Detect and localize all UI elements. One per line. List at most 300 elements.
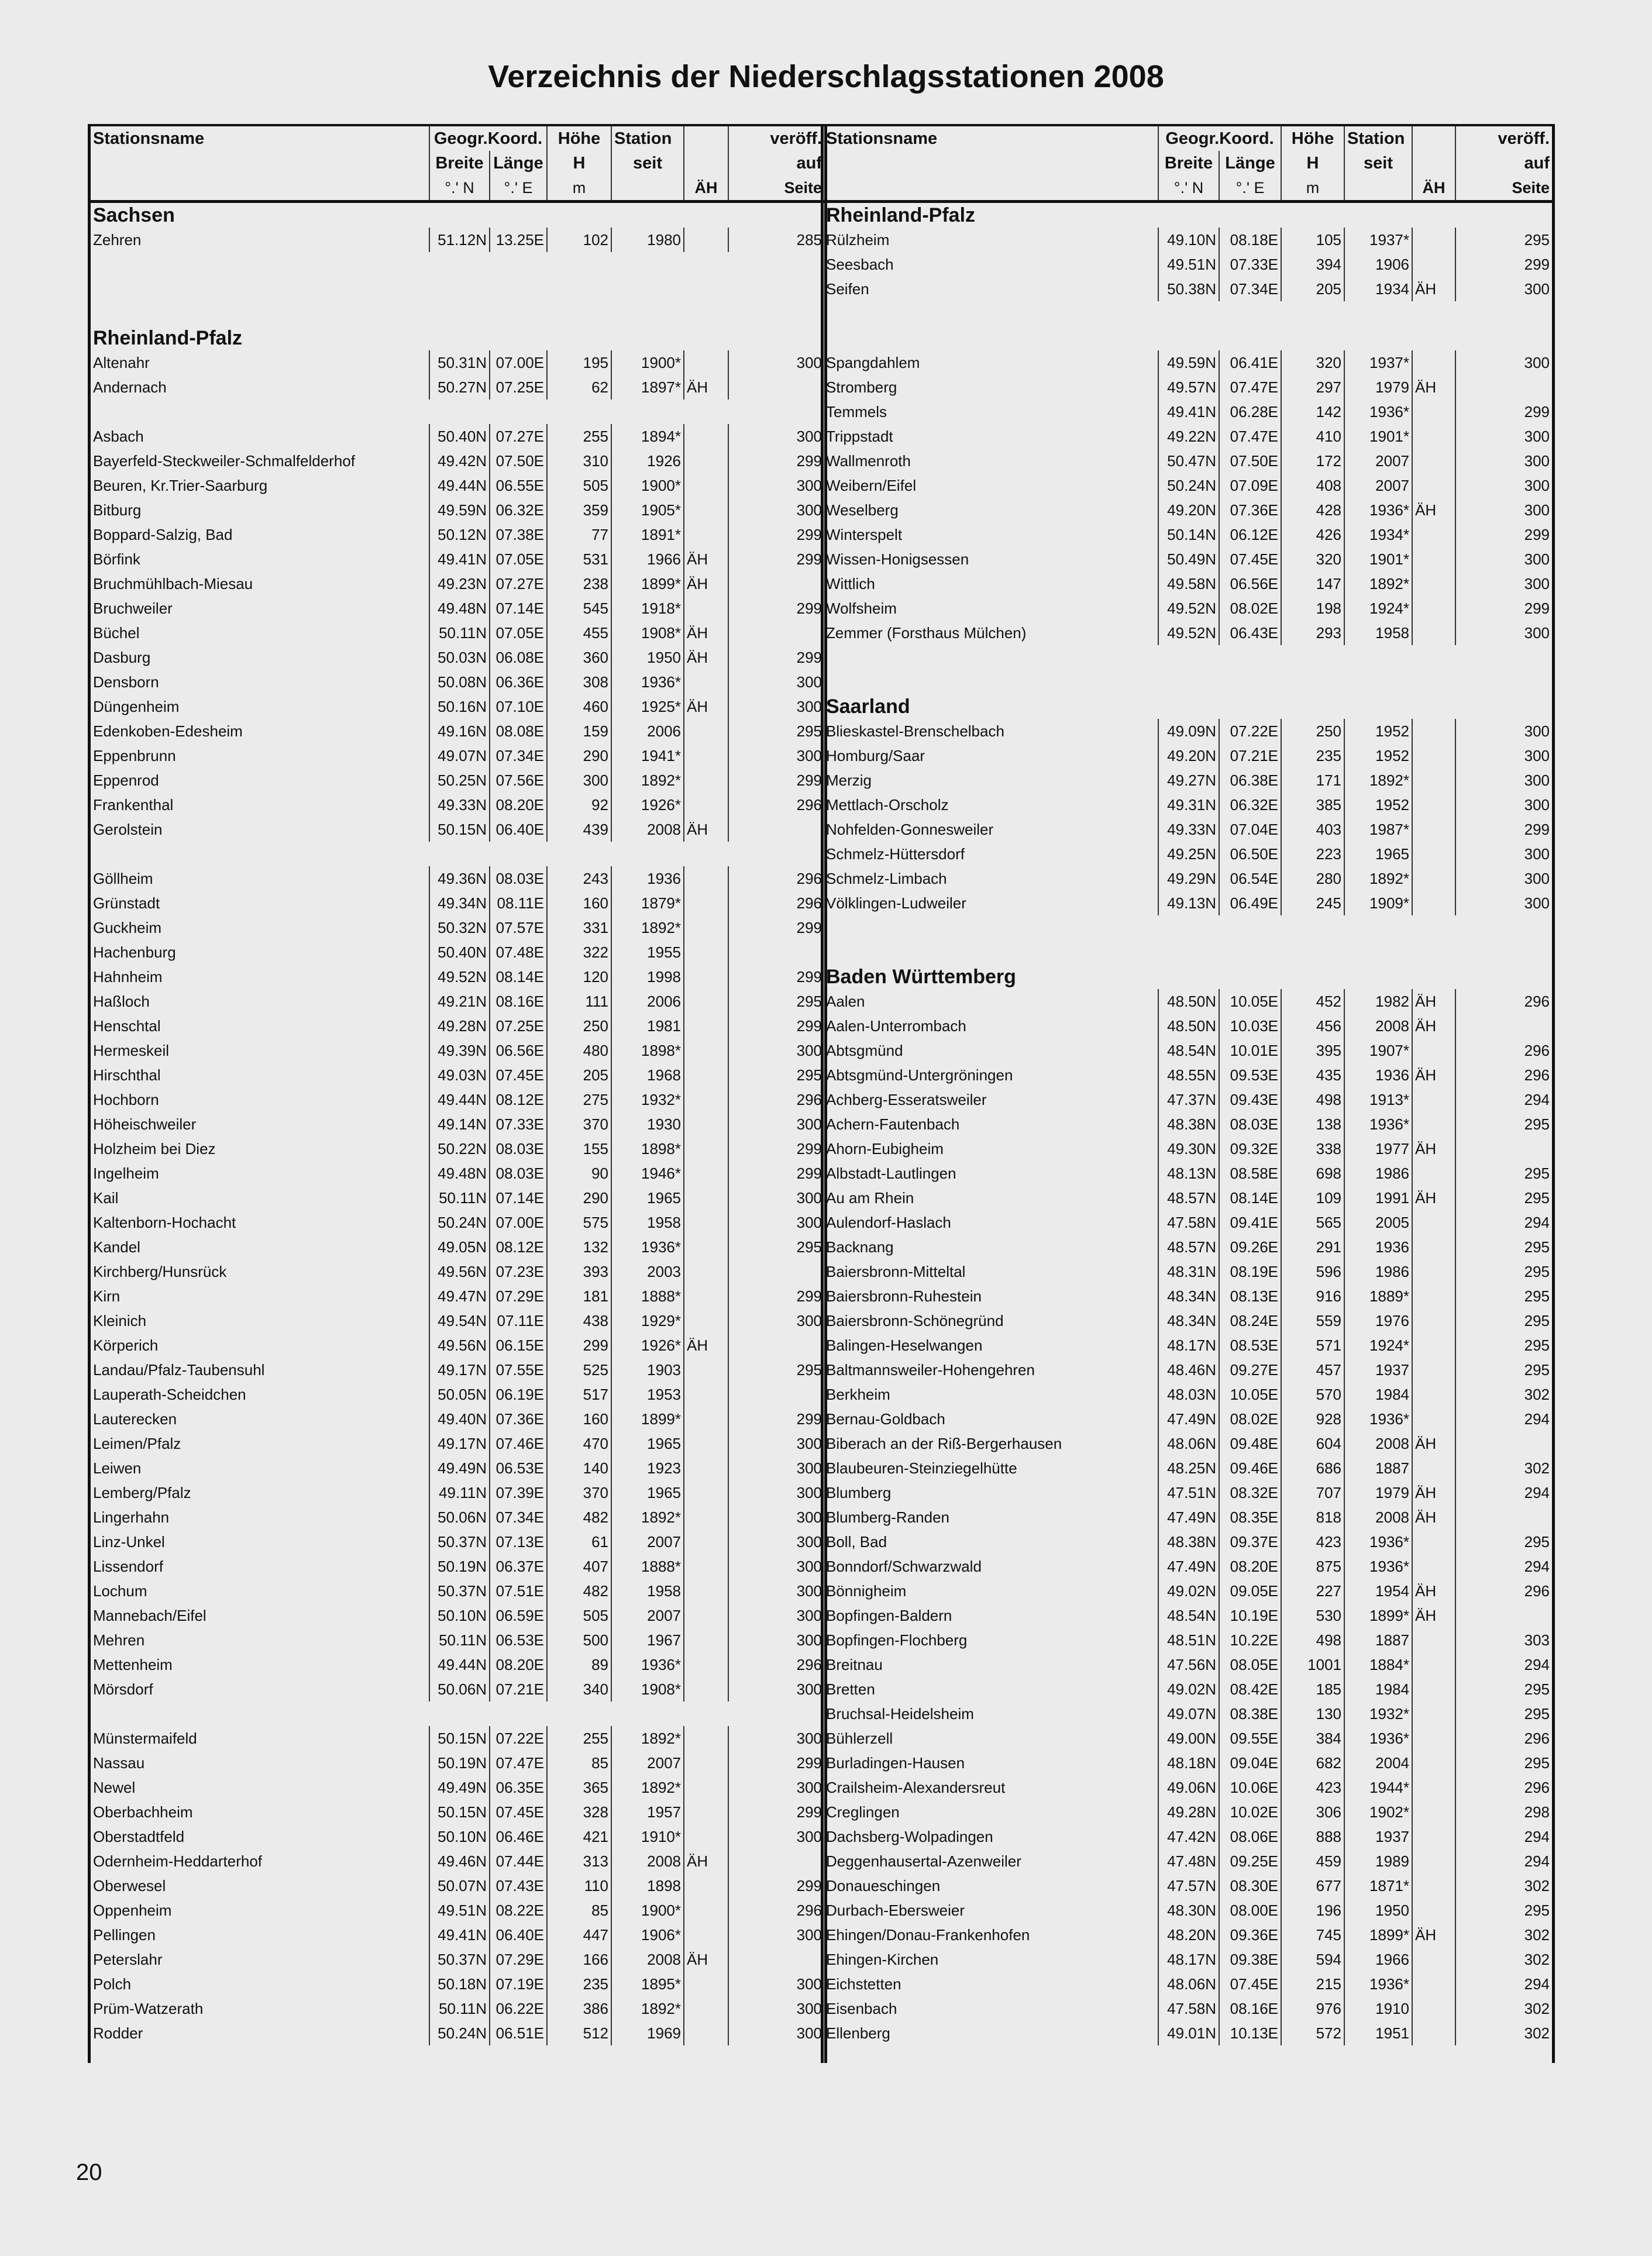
change-marker xyxy=(684,1087,728,1112)
latitude: 50.40N xyxy=(429,940,490,965)
change-marker xyxy=(684,1063,728,1087)
elevation: 205 xyxy=(1281,277,1344,301)
publication-page: 299 xyxy=(728,522,824,547)
table-row xyxy=(824,1849,1552,1873)
section-heading-row xyxy=(91,202,824,228)
elevation: 457 xyxy=(1281,1358,1344,1382)
header-unit-m: m xyxy=(1281,175,1344,202)
station-name: Wittlich xyxy=(826,575,875,593)
publication-page: 300 xyxy=(728,1480,824,1505)
table-row xyxy=(91,1603,824,1628)
longitude: 09.41E xyxy=(1219,1210,1281,1235)
since-year: 1892* xyxy=(611,1775,684,1800)
since-year: 1900* xyxy=(611,350,684,375)
latitude: 50.24N xyxy=(429,1210,490,1235)
since-year: 1934* xyxy=(1344,522,1412,547)
longitude: 10.05E xyxy=(1219,989,1281,1014)
station-name: Wallmenroth xyxy=(826,452,911,470)
latitude: 49.54N xyxy=(429,1308,490,1333)
since-year: 1888* xyxy=(611,1554,684,1579)
station-name: Mehren xyxy=(93,1631,145,1649)
change-marker xyxy=(684,1603,728,1628)
latitude: 47.49N xyxy=(1158,1554,1219,1579)
latitude: 50.06N xyxy=(429,1677,490,1702)
longitude: 06.56E xyxy=(490,1038,547,1063)
elevation: 255 xyxy=(547,1726,611,1751)
station-name: Hirschthal xyxy=(93,1066,161,1084)
latitude: 49.47N xyxy=(429,1284,490,1308)
table-row xyxy=(824,1186,1552,1210)
change-marker xyxy=(1412,1161,1455,1186)
station-name: Ingelheim xyxy=(93,1165,159,1182)
table-row xyxy=(91,1849,824,1873)
elevation: 365 xyxy=(547,1775,611,1800)
longitude: 08.18E xyxy=(1219,228,1281,252)
publication-page: 303 xyxy=(1455,1628,1552,1652)
since-year: 2008 xyxy=(611,817,684,842)
elevation: 90 xyxy=(547,1161,611,1186)
latitude: 49.49N xyxy=(429,1456,490,1480)
table-row xyxy=(824,1087,1552,1112)
since-year: 1905* xyxy=(611,498,684,522)
longitude: 07.25E xyxy=(490,1014,547,1038)
table-row xyxy=(91,1308,824,1333)
station-name: Durbach-Ebersweier xyxy=(826,1902,965,1919)
change-marker: ÄH xyxy=(684,621,728,645)
station-name: Bonndorf/Schwarzwald xyxy=(826,1558,982,1575)
latitude: 47.57N xyxy=(1158,1873,1219,1898)
publication-page: 285 xyxy=(728,228,824,252)
elevation: 155 xyxy=(547,1136,611,1161)
longitude: 06.59E xyxy=(490,1603,547,1628)
change-marker xyxy=(1412,1407,1455,1431)
since-year: 1937 xyxy=(1344,1824,1412,1849)
elevation: 439 xyxy=(547,817,611,842)
elevation: 370 xyxy=(547,1112,611,1136)
since-year: 1897* xyxy=(611,375,684,399)
header-breite: Breite xyxy=(1158,151,1219,175)
since-year: 1892* xyxy=(611,1996,684,2021)
elevation: 105 xyxy=(1281,228,1344,252)
elevation: 223 xyxy=(1281,842,1344,866)
publication-page: 294 xyxy=(1455,1480,1552,1505)
change-marker xyxy=(684,965,728,989)
station-name: Aulendorf-Haslach xyxy=(826,1214,951,1231)
station-name: Mörsdorf xyxy=(93,1680,153,1698)
since-year: 1941* xyxy=(611,743,684,768)
longitude: 10.02E xyxy=(1219,1800,1281,1824)
longitude: 07.14E xyxy=(490,1186,547,1210)
table-row xyxy=(91,522,824,547)
longitude: 06.51E xyxy=(490,2021,547,2045)
publication-page: 295 xyxy=(1455,1677,1552,1702)
longitude: 07.51E xyxy=(490,1579,547,1603)
change-marker xyxy=(684,1210,728,1235)
table-row xyxy=(824,1554,1552,1579)
since-year: 1871* xyxy=(1344,1873,1412,1898)
latitude: 49.16N xyxy=(429,719,490,743)
latitude: 49.36N xyxy=(429,866,490,891)
station-name: Bayerfeld-Steckweiler-Schmalfelderhof xyxy=(93,452,355,470)
elevation: 686 xyxy=(1281,1456,1344,1480)
change-marker xyxy=(684,1530,728,1554)
longitude: 07.05E xyxy=(490,547,547,571)
latitude: 50.49N xyxy=(1158,547,1219,571)
since-year: 1892* xyxy=(611,915,684,940)
table-row xyxy=(91,1161,824,1186)
change-marker: ÄH xyxy=(684,1947,728,1972)
spacer-cell xyxy=(824,301,1552,326)
since-year: 2007 xyxy=(611,1751,684,1775)
change-marker xyxy=(1412,1849,1455,1873)
table-row xyxy=(824,1038,1552,1063)
table-row xyxy=(91,1726,824,1751)
since-year: 1967 xyxy=(611,1628,684,1652)
elevation: 205 xyxy=(547,1063,611,1087)
latitude: 48.25N xyxy=(1158,1456,1219,1480)
longitude: 09.37E xyxy=(1219,1530,1281,1554)
change-marker: ÄH xyxy=(684,645,728,670)
change-marker xyxy=(1412,1358,1455,1382)
change-marker xyxy=(1412,596,1455,621)
table-row xyxy=(91,965,824,989)
publication-page: 296 xyxy=(1455,1038,1552,1063)
longitude: 06.19E xyxy=(490,1382,547,1407)
since-year: 2008 xyxy=(611,1849,684,1873)
change-marker xyxy=(1412,1554,1455,1579)
longitude: 06.41E xyxy=(1219,350,1281,375)
station-name: Creglingen xyxy=(826,1803,900,1821)
elevation: 565 xyxy=(1281,1210,1344,1235)
elevation: 455 xyxy=(547,621,611,645)
change-marker xyxy=(684,1259,728,1284)
change-marker xyxy=(1412,1284,1455,1308)
since-year: 2003 xyxy=(611,1259,684,1284)
latitude: 50.16N xyxy=(429,694,490,719)
station-name: Balingen-Heselwangen xyxy=(826,1337,983,1354)
since-year: 1936* xyxy=(1344,399,1412,424)
since-year: 1955 xyxy=(611,940,684,965)
longitude: 07.09E xyxy=(1219,473,1281,498)
longitude: 07.23E xyxy=(490,1259,547,1284)
since-year: 1924* xyxy=(1344,596,1412,621)
change-marker xyxy=(684,596,728,621)
table-row xyxy=(824,1898,1552,1923)
station-name: Spangdahlem xyxy=(826,354,920,371)
longitude: 07.00E xyxy=(490,350,547,375)
table-row xyxy=(91,1333,824,1358)
table-row xyxy=(91,1235,824,1259)
elevation: 386 xyxy=(547,1996,611,2021)
latitude: 49.44N xyxy=(429,1087,490,1112)
longitude: 08.02E xyxy=(1219,1407,1281,1431)
since-year: 1937* xyxy=(1344,228,1412,252)
station-name: Achberg-Esseratsweiler xyxy=(826,1091,987,1108)
change-marker xyxy=(1412,1456,1455,1480)
longitude: 08.24E xyxy=(1219,1308,1281,1333)
change-marker xyxy=(684,350,728,375)
latitude: 50.11N xyxy=(429,1628,490,1652)
publication-page: 296 xyxy=(1455,1775,1552,1800)
publication-page: 299 xyxy=(728,1161,824,1186)
latitude: 47.56N xyxy=(1158,1652,1219,1677)
longitude: 07.45E xyxy=(1219,1972,1281,1996)
station-name: Breitnau xyxy=(826,1656,883,1673)
publication-page: 294 xyxy=(1455,1087,1552,1112)
publication-page: 300 xyxy=(728,2021,824,2045)
elevation: 385 xyxy=(1281,793,1344,817)
change-marker xyxy=(684,1186,728,1210)
change-marker xyxy=(684,891,728,915)
since-year: 1906 xyxy=(1344,252,1412,277)
latitude: 48.17N xyxy=(1158,1947,1219,1972)
elevation: 530 xyxy=(1281,1603,1344,1628)
table-row xyxy=(91,1087,824,1112)
table-row xyxy=(91,1014,824,1038)
table-row xyxy=(824,1603,1552,1628)
table-row xyxy=(91,1898,824,1923)
longitude: 07.34E xyxy=(1219,277,1281,301)
change-marker xyxy=(1412,719,1455,743)
elevation: 1001 xyxy=(1281,1652,1344,1677)
since-year: 2007 xyxy=(1344,473,1412,498)
latitude: 50.03N xyxy=(429,645,490,670)
latitude: 49.25N xyxy=(1158,842,1219,866)
station-name: Blaubeuren-Steinziegelhütte xyxy=(826,1459,1017,1477)
longitude: 08.32E xyxy=(1219,1480,1281,1505)
publication-page: 300 xyxy=(728,498,824,522)
station-name: Baiersbronn-Schönegründ xyxy=(826,1312,1004,1330)
latitude: 48.46N xyxy=(1158,1358,1219,1382)
station-name: Boppard-Salzig, Bad xyxy=(93,526,233,543)
change-marker xyxy=(1412,1898,1455,1923)
latitude: 49.28N xyxy=(1158,1800,1219,1824)
elevation: 480 xyxy=(547,1038,611,1063)
table-row xyxy=(91,621,824,645)
station-name: Deggenhausertal-Azenweiler xyxy=(826,1852,1021,1870)
publication-page: 302 xyxy=(1455,1382,1552,1407)
station-name: Merzig xyxy=(826,771,872,789)
station-name: Oppenheim xyxy=(93,1902,172,1919)
latitude: 50.10N xyxy=(429,1824,490,1849)
longitude: 09.25E xyxy=(1219,1849,1281,1873)
elevation: 594 xyxy=(1281,1947,1344,1972)
change-marker xyxy=(684,1136,728,1161)
since-year: 1987* xyxy=(1344,817,1412,842)
table-row xyxy=(824,449,1552,473)
left-station-table xyxy=(88,124,827,2063)
spacer-cell xyxy=(91,301,824,326)
table-row xyxy=(824,1996,1552,2021)
since-year: 1957 xyxy=(611,1800,684,1824)
latitude: 50.19N xyxy=(429,1554,490,1579)
left-table-body xyxy=(91,202,824,2046)
since-year: 1954 xyxy=(1344,1579,1412,1603)
since-year: 1918* xyxy=(611,596,684,621)
longitude: 07.47E xyxy=(1219,375,1281,399)
elevation: 85 xyxy=(547,1898,611,1923)
table-row xyxy=(824,596,1552,621)
latitude: 49.40N xyxy=(429,1407,490,1431)
publication-page: 300 xyxy=(1455,498,1552,522)
since-year: 1936 xyxy=(1344,1235,1412,1259)
latitude: 49.49N xyxy=(429,1775,490,1800)
table-row xyxy=(824,866,1552,891)
since-year: 1884* xyxy=(1344,1652,1412,1677)
elevation: 275 xyxy=(547,1087,611,1112)
publication-page: 295 xyxy=(1455,228,1552,252)
right-station-table xyxy=(821,124,1555,2063)
header-h: H xyxy=(547,151,611,175)
publication-page: 300 xyxy=(1455,277,1552,301)
change-marker xyxy=(684,1038,728,1063)
elevation: 447 xyxy=(547,1923,611,1947)
station-name: Crailsheim-Alexandersreut xyxy=(826,1779,1006,1796)
header-auf: auf xyxy=(1455,151,1552,175)
publication-page: 299 xyxy=(728,1407,824,1431)
since-year: 2007 xyxy=(1344,449,1412,473)
change-marker xyxy=(1412,1628,1455,1652)
publication-page: 299 xyxy=(1455,522,1552,547)
since-year: 1899* xyxy=(611,571,684,596)
change-marker xyxy=(1412,1210,1455,1235)
change-marker: ÄH xyxy=(1412,1186,1455,1210)
latitude: 49.56N xyxy=(429,1333,490,1358)
station-name: Kirn xyxy=(93,1287,121,1305)
latitude: 49.58N xyxy=(1158,571,1219,596)
change-marker: ÄH xyxy=(684,1333,728,1358)
publication-page: 300 xyxy=(728,1628,824,1652)
header-h: H xyxy=(1281,151,1344,175)
table-row xyxy=(91,1186,824,1210)
latitude: 50.12N xyxy=(429,522,490,547)
elevation: 250 xyxy=(547,1014,611,1038)
since-year: 1936* xyxy=(611,670,684,694)
station-name: Düngenheim xyxy=(93,698,180,715)
longitude: 08.14E xyxy=(1219,1186,1281,1210)
latitude: 48.03N xyxy=(1158,1382,1219,1407)
table-row xyxy=(91,1652,824,1677)
since-year: 2006 xyxy=(611,989,684,1014)
since-year: 1991 xyxy=(1344,1186,1412,1210)
elevation: 132 xyxy=(547,1235,611,1259)
table-row xyxy=(824,1579,1552,1603)
station-name: Donaueschingen xyxy=(826,1877,941,1895)
since-year: 1901* xyxy=(1344,424,1412,449)
elevation: 235 xyxy=(1281,743,1344,768)
station-name: Oberwesel xyxy=(93,1877,166,1895)
elevation: 297 xyxy=(1281,375,1344,399)
since-year: 1901* xyxy=(1344,547,1412,571)
latitude: 50.22N xyxy=(429,1136,490,1161)
publication-page: 299 xyxy=(728,1800,824,1824)
table-row xyxy=(824,1775,1552,1800)
latitude: 48.57N xyxy=(1158,1235,1219,1259)
change-marker xyxy=(1412,1775,1455,1800)
publication-page: 299 xyxy=(728,645,824,670)
station-name: Bopfingen-Flochberg xyxy=(826,1631,968,1649)
since-year: 1936* xyxy=(1344,1530,1412,1554)
latitude: 49.02N xyxy=(1158,1677,1219,1702)
header-ah: ÄH xyxy=(1412,175,1455,202)
station-name: Henschtal xyxy=(93,1017,161,1035)
station-name: Blumberg-Randen xyxy=(826,1508,950,1526)
station-name: Körperich xyxy=(93,1337,159,1354)
longitude: 07.56E xyxy=(490,768,547,793)
change-marker xyxy=(1412,547,1455,571)
longitude: 07.45E xyxy=(490,1800,547,1824)
station-name: Trippstadt xyxy=(826,428,893,445)
table-row xyxy=(91,1972,824,1996)
publication-page: 302 xyxy=(1455,1873,1552,1898)
longitude: 08.03E xyxy=(490,866,547,891)
publication-page: 300 xyxy=(728,1824,824,1849)
latitude: 48.34N xyxy=(1158,1284,1219,1308)
publication-page: 300 xyxy=(728,350,824,375)
since-year: 1895* xyxy=(611,1972,684,1996)
latitude: 50.14N xyxy=(1158,522,1219,547)
elevation: 517 xyxy=(547,1382,611,1407)
change-marker xyxy=(1412,399,1455,424)
since-year: 1892* xyxy=(611,768,684,793)
publication-page: 298 xyxy=(1455,1800,1552,1824)
elevation: 85 xyxy=(547,1751,611,1775)
latitude: 50.24N xyxy=(1158,473,1219,498)
page-number: 20 xyxy=(76,2159,102,2185)
table-row xyxy=(824,1063,1552,1087)
elevation: 545 xyxy=(547,596,611,621)
change-marker xyxy=(1412,1996,1455,2021)
header-auf: auf xyxy=(728,151,824,175)
station-name: Temmels xyxy=(826,403,887,421)
since-year: 1899* xyxy=(611,1407,684,1431)
elevation: 888 xyxy=(1281,1824,1344,1849)
station-name: Blieskastel-Brenschelbach xyxy=(826,722,1004,740)
change-marker xyxy=(1412,473,1455,498)
table-row xyxy=(824,817,1552,842)
since-year: 1982 xyxy=(1344,989,1412,1014)
header-unit-e: °.' E xyxy=(490,175,547,202)
table-row xyxy=(824,1308,1552,1333)
latitude: 49.29N xyxy=(1158,866,1219,891)
table-row xyxy=(91,350,824,375)
change-marker xyxy=(1412,1530,1455,1554)
spacer-cell xyxy=(824,940,1552,965)
station-name: Ellenberg xyxy=(826,2024,890,2042)
change-marker xyxy=(1412,1726,1455,1751)
publication-page: 295 xyxy=(1455,1358,1552,1382)
station-name: Asbach xyxy=(93,428,144,445)
elevation: 160 xyxy=(547,891,611,915)
latitude: 47.49N xyxy=(1158,1505,1219,1530)
station-name: Aalen-Unterrombach xyxy=(826,1017,966,1035)
change-marker xyxy=(684,768,728,793)
station-name: Albstadt-Lautlingen xyxy=(826,1165,956,1182)
longitude: 06.12E xyxy=(1219,522,1281,547)
publication-page xyxy=(728,940,824,965)
elevation: 299 xyxy=(547,1333,611,1358)
elevation: 512 xyxy=(547,2021,611,2045)
table-row xyxy=(91,793,824,817)
elevation: 745 xyxy=(1281,1923,1344,1947)
station-name: Holzheim bei Diez xyxy=(93,1140,216,1158)
table-row xyxy=(824,571,1552,596)
elevation: 290 xyxy=(547,1186,611,1210)
longitude: 08.14E xyxy=(490,965,547,989)
since-year: 1923 xyxy=(611,1456,684,1480)
since-year: 1965 xyxy=(611,1186,684,1210)
table-row xyxy=(91,940,824,965)
